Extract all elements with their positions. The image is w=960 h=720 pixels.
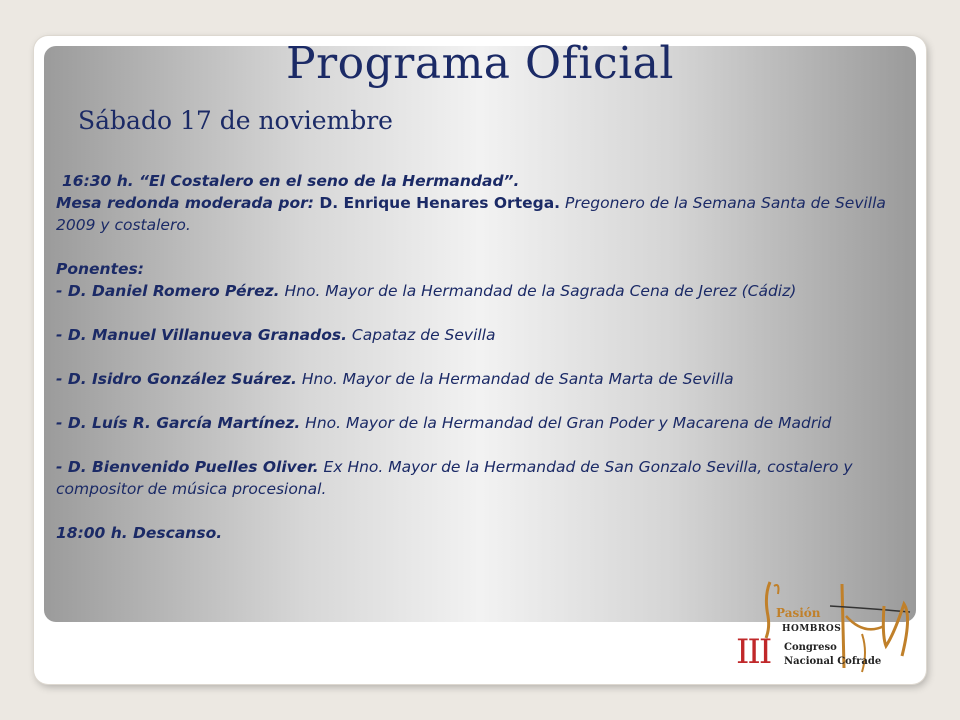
logo-hombros: HOMBROS xyxy=(782,624,842,634)
speaker-desc: Capataz de Sevilla xyxy=(347,326,496,344)
moderator-label: Mesa redonda moderada por: xyxy=(56,194,320,212)
speaker-name: - D. Isidro González Suárez. xyxy=(56,370,297,388)
congress-logo xyxy=(734,576,918,676)
logo-roman-numeral: III xyxy=(736,632,771,672)
speaker-desc: Hno. Mayor de la Hermandad del Gran Poder y Macarena de Madrid xyxy=(300,414,832,432)
moderator-desc: Pregonero de la Semana Santa de Sevilla 2009 y costalero. xyxy=(56,194,886,234)
ponentes-label: Ponentes: xyxy=(56,260,144,278)
program-content xyxy=(56,170,906,544)
speaker-desc: Hno. Mayor de la Hermandad de Santa Marta de Sevilla xyxy=(296,370,734,388)
slide-title: Programa Oficial xyxy=(286,38,674,89)
speaker-desc: Hno. Mayor de la Hermandad de la Sagrada Cena de Jerez (Cádiz) xyxy=(279,282,797,300)
slide-subtitle: Sábado 17 de noviembre xyxy=(78,106,393,135)
program-time-1: 16:30 h. “El Costalero en el seno de la Hermandad”. xyxy=(62,172,520,190)
speaker-name: - D. Luís R. García Martínez. xyxy=(56,414,301,432)
logo-congreso: Congreso xyxy=(784,642,837,653)
speaker-name: - D. Bienvenido Puelles Oliver. xyxy=(56,458,319,476)
moderator-line xyxy=(56,192,906,236)
speaker-item xyxy=(56,324,906,346)
logo-pasion: Pasión xyxy=(776,606,821,620)
speaker-desc: Ex Hno. Mayor de la Hermandad de San Gonzalo Sevilla, costalero y compositor de música procesional. xyxy=(56,458,853,498)
moderator-name: D. Enrique Henares Ortega. xyxy=(319,194,561,212)
speaker-item xyxy=(56,456,906,500)
speaker-item xyxy=(56,280,906,302)
speaker-item xyxy=(56,412,906,434)
speaker-name: - D. Manuel Villanueva Granados. xyxy=(56,326,347,344)
speaker-name: - D. Daniel Romero Pérez. xyxy=(56,282,280,300)
speaker-item xyxy=(56,368,906,390)
logo-nacional: Nacional Cofrade xyxy=(784,656,882,667)
program-time-2: 18:00 h. Descanso. xyxy=(56,524,223,542)
